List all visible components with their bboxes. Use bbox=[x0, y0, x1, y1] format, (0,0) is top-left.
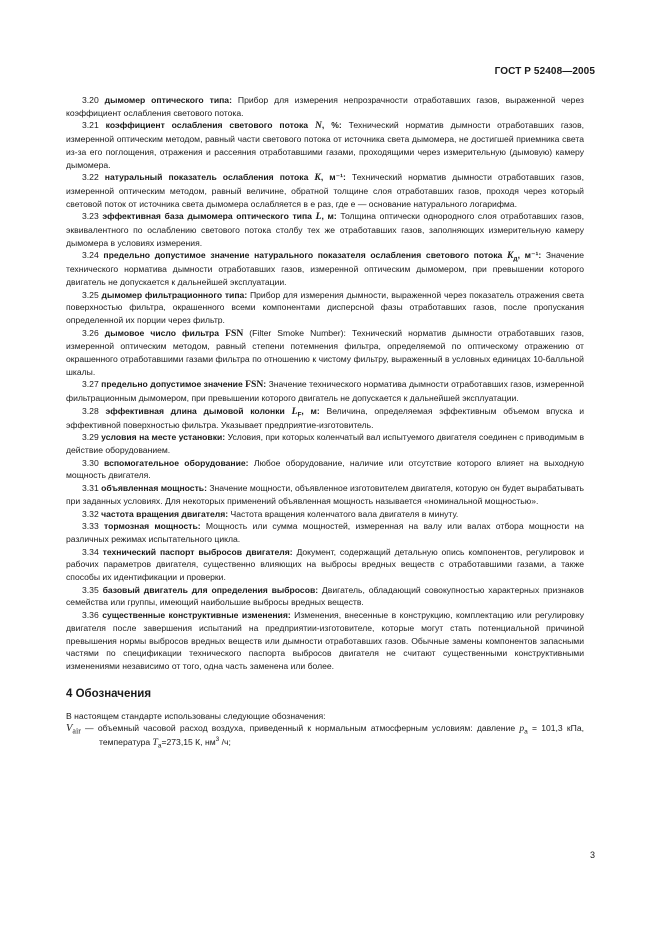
symbol-def-superscript: 3 bbox=[215, 736, 220, 744]
symbol-def-text-a: — объемный часовой расход воздуха, приведенный к нормальным атмосферным условиям: давление bbox=[80, 723, 520, 734]
section-intro: В настоящем стандарте использованы следующие обозначения: bbox=[66, 710, 326, 721]
symbol-definition bbox=[66, 722, 584, 749]
page-number: 3 bbox=[589, 850, 595, 860]
definition-term: дымовое число фильтра bbox=[104, 327, 220, 338]
definition-text: Любое оборудование, наличие или отсутствие которого влияет на выходную мощность двигателя. bbox=[66, 457, 584, 481]
definition-paragraph bbox=[66, 508, 584, 521]
definition-paragraph bbox=[66, 249, 584, 288]
symbol-p: p bbox=[519, 723, 525, 735]
definition-text: Мощность или сумма мощностей, измеренная на валу или валах отбора мощности на различных режимах испытательного цикла. bbox=[66, 521, 584, 544]
definition-paragraph bbox=[66, 431, 584, 456]
definition-term: вспомогательное оборудование: bbox=[104, 457, 249, 468]
definition-paragraph bbox=[66, 210, 584, 249]
definition-number: 3.26 bbox=[82, 327, 99, 338]
definition-unit: , м: bbox=[301, 405, 320, 416]
definition-paragraph bbox=[66, 119, 584, 171]
definition-paragraph bbox=[66, 546, 584, 584]
symbol-t-subscript: a bbox=[157, 742, 162, 750]
definition-unit: : bbox=[263, 379, 267, 390]
definition-number: 3.22 bbox=[82, 172, 99, 183]
definition-symbol: K bbox=[507, 250, 514, 262]
definition-text: Условия, при которых коленчатый вал испытуемого двигателя соединен с приводимым в действие оборудованием. bbox=[66, 432, 585, 455]
definition-paragraph bbox=[66, 482, 584, 507]
definition-term: объявленная мощность: bbox=[101, 483, 207, 494]
definition-term: коэффициент ослабления светового потока bbox=[105, 120, 309, 131]
definition-number: 3.31 bbox=[82, 483, 99, 494]
definition-text: Значение мощности, объявленное изготовителем двигателя, которую он будет вырабатывать при заданных условиях. Для некоторых применений объявленная мощность называется «номинальной мощностью». bbox=[66, 483, 584, 506]
symbol-def-text-c: =273,15 К, нм bbox=[161, 737, 216, 748]
definition-term: эффективная длина дымовой колонки bbox=[105, 405, 285, 416]
definition-term: предельно допустимое значение bbox=[101, 379, 243, 390]
definition-symbol-subscript: F bbox=[297, 411, 302, 419]
definition-unit: , м: bbox=[321, 211, 337, 222]
definition-number: 3.32 bbox=[82, 508, 99, 519]
definition-paragraph bbox=[66, 609, 584, 673]
definition-number: 3.24 bbox=[82, 250, 99, 261]
section-title: 4 Обозначения bbox=[66, 687, 152, 700]
symbol-v: V bbox=[66, 723, 73, 735]
definition-text: Толщина оптически однородного слоя отработавших газов, эквивалентного по ослаблению светового потока столбу тех же отработавших газов, заполняющих измерительную камеру дымомера в условиях измерения. bbox=[66, 211, 585, 248]
definitions-list bbox=[66, 94, 584, 673]
definition-abbrev-note: (Filter Smoke Number): bbox=[243, 327, 346, 338]
definition-text: Технический норматив дымности отработавших газов, измеренной оптическим методом, равный части светового потока от источника света дымомера, не достигшей приемника света из-за его поглощения, отражения и рассеяния отработавшими газами, проходящими через измерительную (дымовую) камеру дымомера. bbox=[66, 120, 585, 170]
definition-paragraph bbox=[66, 405, 584, 431]
definition-number: 3.27 bbox=[82, 379, 99, 390]
symbol-def-text-d: /ч; bbox=[219, 737, 231, 748]
definition-paragraph bbox=[66, 171, 584, 210]
definition-number: 3.36 bbox=[82, 610, 99, 621]
symbol-p-subscript: a bbox=[524, 729, 528, 737]
definition-unit: , м⁻¹: bbox=[320, 172, 346, 183]
definition-number: 3.25 bbox=[82, 289, 99, 300]
definition-symbol: FSN bbox=[225, 327, 244, 339]
definition-term: эффективная база дымомера оптического типа bbox=[102, 211, 312, 222]
definition-text: Значение технического норматива дымности отработавших газов, измеренной оптическим дымомером, при превышении которого двигатель не допускается к дальнейшей эксплуатации. bbox=[66, 250, 585, 287]
definition-text: Двигатель, обладающий совокупностью характерных признаков семейства или группы, имеющий наибольшие выбросы вредных веществ. bbox=[66, 584, 584, 608]
definition-paragraph bbox=[66, 520, 584, 545]
definition-paragraph bbox=[66, 327, 584, 379]
definition-term: натуральный показатель ослабления потока bbox=[104, 172, 309, 183]
definition-paragraph bbox=[66, 378, 584, 404]
definition-number: 3.21 bbox=[82, 120, 99, 131]
definition-term: дымомер оптического типа: bbox=[104, 95, 232, 105]
definition-symbol: L bbox=[291, 405, 298, 417]
definition-number: 3.33 bbox=[82, 521, 99, 532]
definition-unit: , м⁻¹: bbox=[517, 250, 542, 261]
definition-term: тормозная мощность: bbox=[104, 521, 201, 532]
definition-term: предельно допустимое значение натурального показателя ослабления светового потока bbox=[103, 250, 503, 261]
symbol-def-text-b: = 101,3 кПа, температура bbox=[99, 723, 585, 748]
definition-paragraph bbox=[66, 289, 584, 327]
definition-term: дымомер фильтрационного типа: bbox=[101, 289, 248, 300]
definition-paragraph bbox=[66, 94, 584, 119]
definition-term: существенные конструктивные изменения: bbox=[102, 610, 291, 621]
definition-text: Технический норматив дымности отработавших газов, измеренной оптическим методом, равный степени потемнения фильтра, определяемой по оптическому отражению от окрашенного отработавшими газами фильтра по отношению к чистому фильтру, выраженный в условных единицах 10-балльной шкалы. bbox=[66, 327, 585, 377]
document-body bbox=[66, 94, 584, 750]
definition-text: Документ, содержащий детальную опись компонентов, регулировок и рабочих параметров двигателя, существенно влияющих на выбросы вредных веществ с отработавшими газами, а также способы их идентификации и проверки. bbox=[66, 546, 584, 583]
definition-number: 3.35 bbox=[82, 584, 99, 595]
definition-paragraph bbox=[66, 584, 584, 609]
definition-symbol: FSN bbox=[245, 379, 264, 391]
definition-number: 3.30 bbox=[82, 457, 99, 468]
definition-text: Прибор для измерения дымности, выраженной через показатель отражения света поверхностью фильтра, окрашенного всеми компонентами дисперсной фазы отработавших газов, после пропускания определенной их порции через фильтр. bbox=[66, 289, 584, 325]
definition-number: 3.20 bbox=[82, 95, 99, 105]
definition-term: базовый двигатель для определения выбросов: bbox=[102, 584, 319, 595]
definition-paragraph bbox=[66, 457, 584, 482]
definition-number: 3.28 bbox=[82, 405, 99, 416]
definition-text: Прибор для измерения непрозрачности отработавших газов, выраженной через коэффициент ослабления светового потока. bbox=[66, 95, 584, 118]
definition-number: 3.34 bbox=[82, 546, 99, 557]
definition-text: Частота вращения коленчатого вала двигателя в минуту. bbox=[228, 508, 459, 519]
definition-text: Значение технического норматива дымности отработавших газов, измеренной фильтрационным дымомером, при превышении которого двигатель не допускается к дальнейшей эксплуатации. bbox=[66, 379, 584, 404]
symbol-t: T bbox=[152, 737, 158, 749]
definition-term: технический паспорт выбросов двигателя: bbox=[102, 546, 293, 557]
definition-text: Изменения, внесенные в конструкцию, комплектацию или регулировку двигателя после завершения испытаний на предприятии-изготовителе, которые могут стать потенциальной причиной превышения нормы выбросов вредных веществ или дымности отработавших газов. Обычные замены компонентов запасными частями по спецификации технического паспорта выбросов двигателя не считают существенными конструктивными изменениями независимо от того, одна часть заменена или более. bbox=[66, 610, 584, 671]
definition-term: частота вращения двигателя: bbox=[101, 508, 229, 519]
definition-symbol: N bbox=[314, 120, 322, 132]
definition-symbol: L bbox=[315, 211, 322, 223]
definition-term: условия на месте установки: bbox=[101, 432, 226, 443]
definition-text: Технический норматив дымности отработавших газов, измеренной оптическим методом, равный величине, обратной толщине слоя отработавших газов, проходя через который световой поток от источника света дымомера ослабляется в e раз, где e — основание натурального логарифма. bbox=[66, 172, 584, 209]
definition-symbol: K bbox=[314, 172, 321, 184]
symbol-v-subscript: air bbox=[72, 727, 81, 737]
definition-unit: , %: bbox=[321, 120, 342, 131]
definition-text: Величина, определяемая эффективным объемом впуска и эффективной поверхностью фильтра. Указывает предприятие-изготовитель. bbox=[66, 405, 585, 430]
definition-symbol-subscript: д bbox=[513, 256, 518, 264]
definition-number: 3.29 bbox=[82, 432, 99, 443]
definition-number: 3.23 bbox=[82, 211, 99, 222]
document-header: ГОСТ Р 52408—2005 bbox=[494, 66, 595, 77]
